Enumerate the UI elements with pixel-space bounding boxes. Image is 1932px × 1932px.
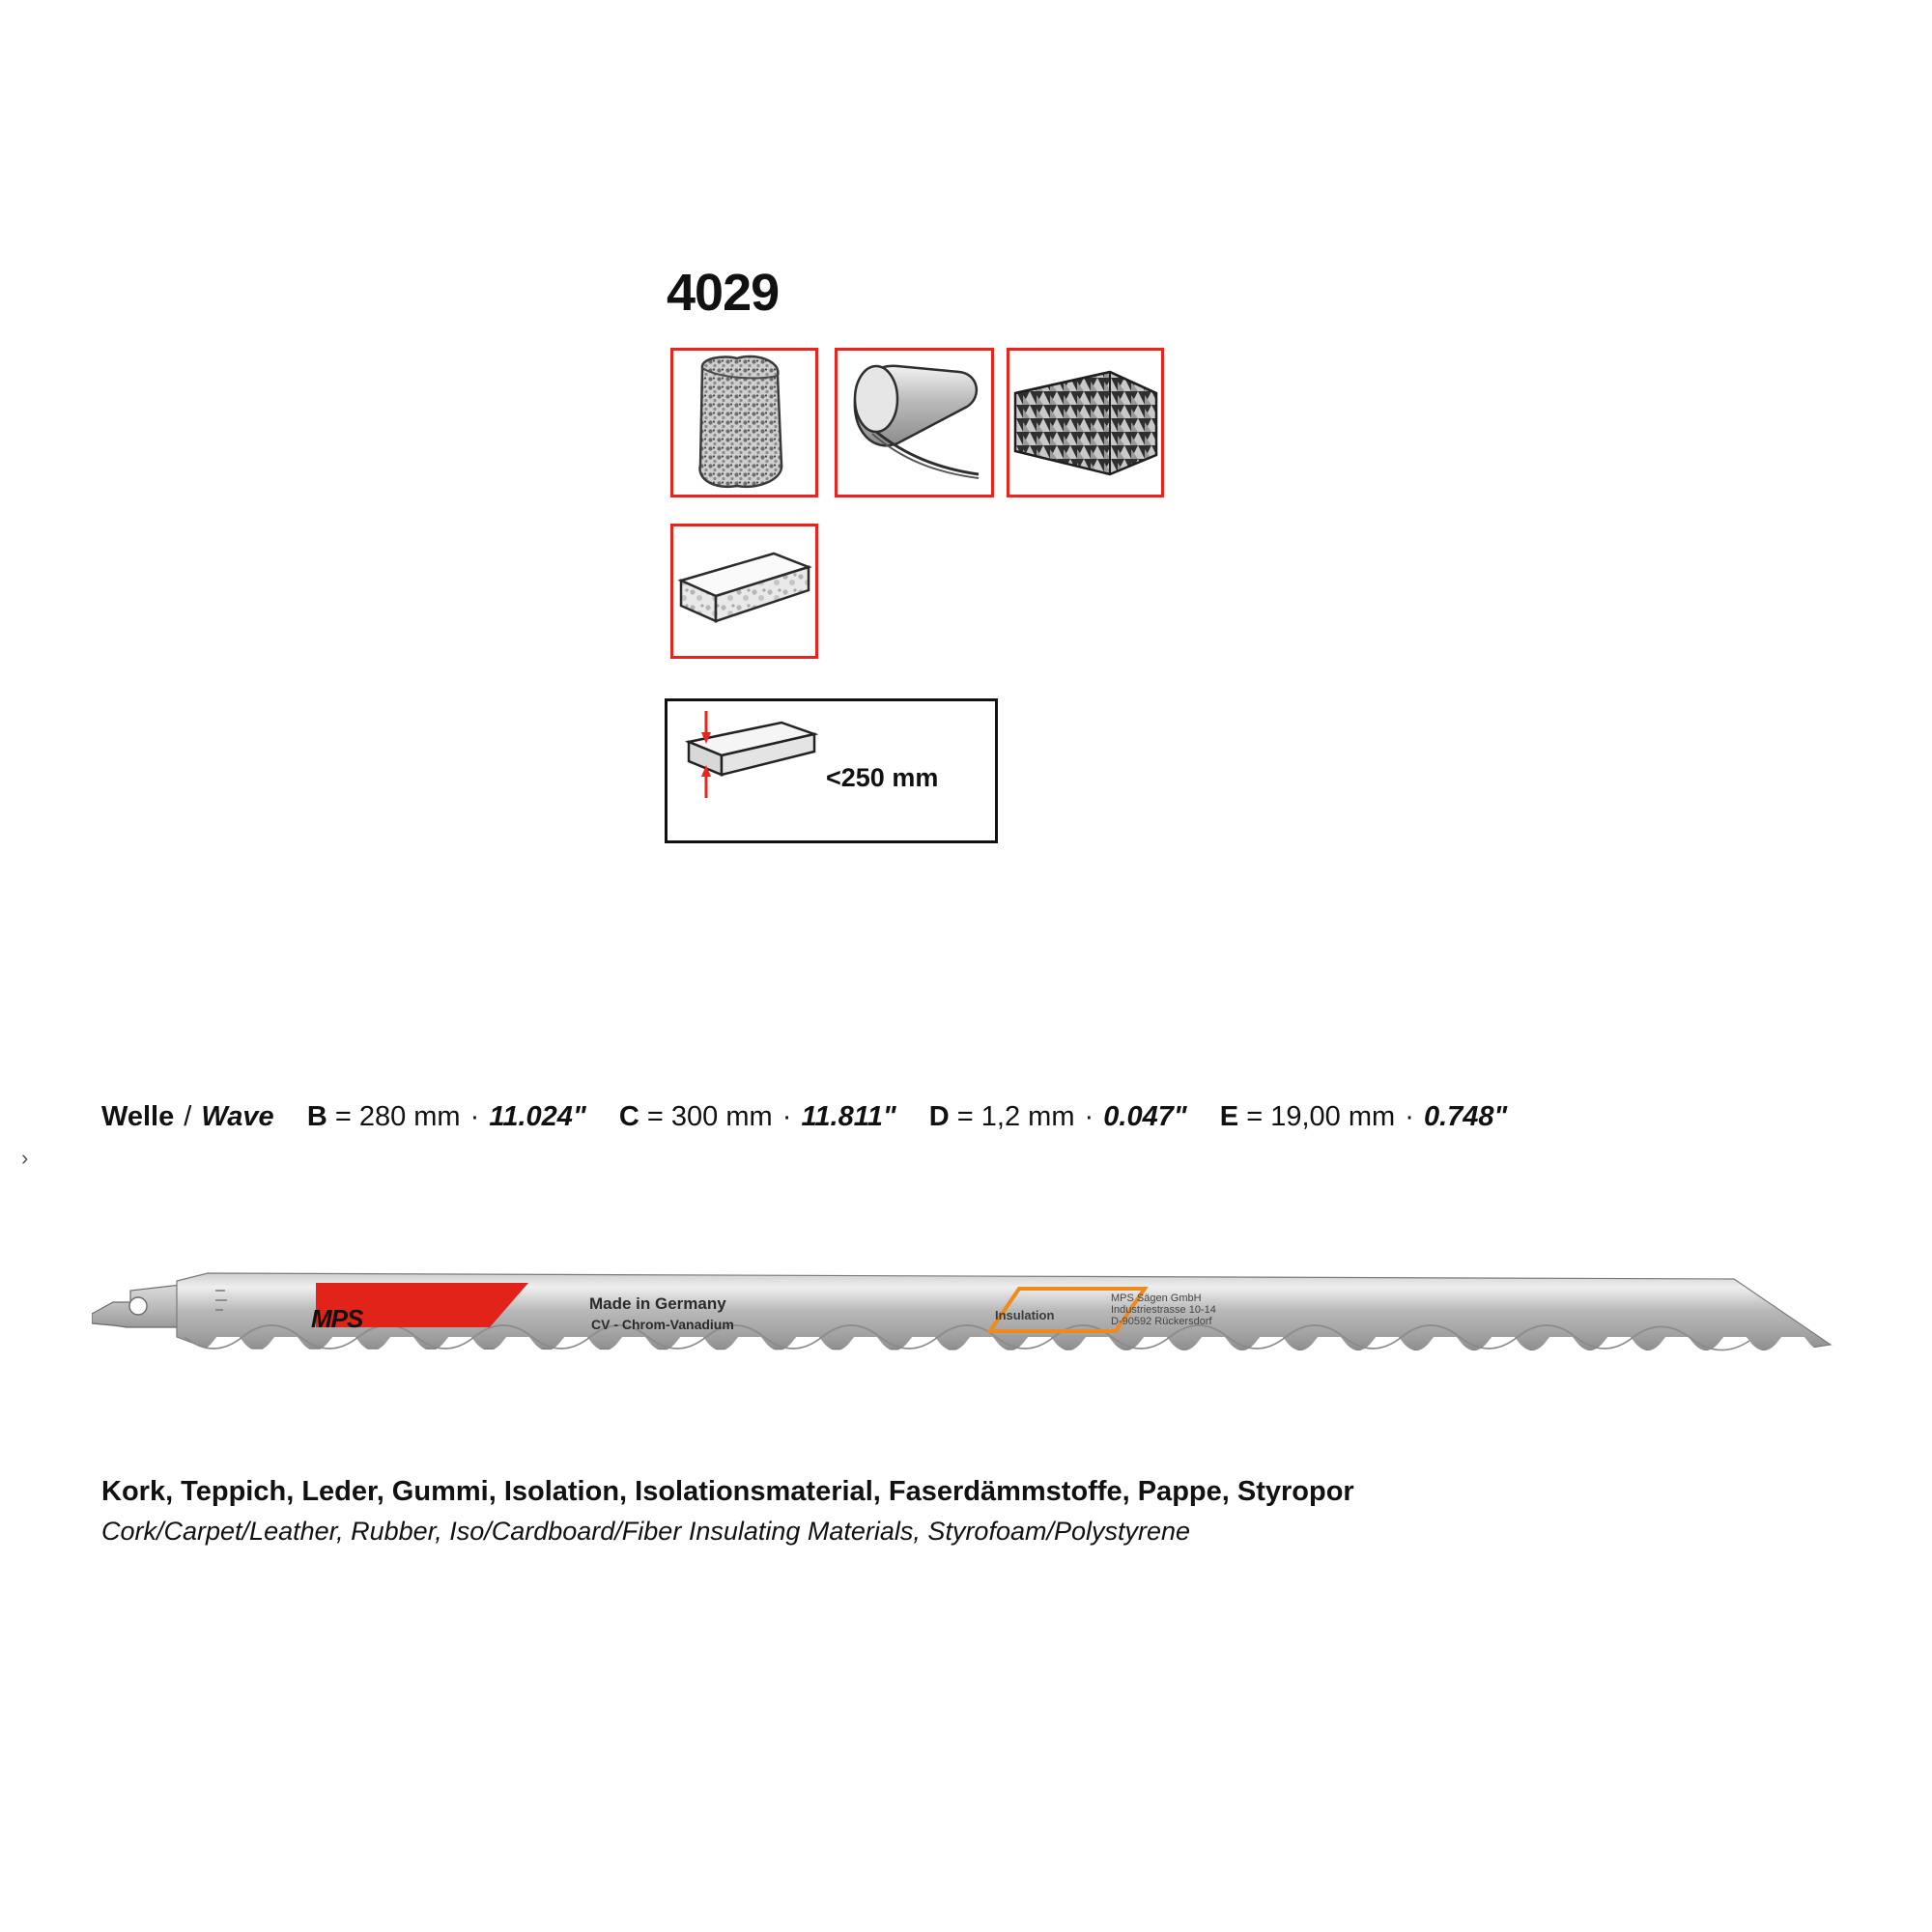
spec-imperial-e: 0.748" bbox=[1423, 1101, 1508, 1132]
spec-metric-b: = 280 mm bbox=[334, 1101, 461, 1132]
spec-dot-d: · bbox=[1084, 1101, 1094, 1132]
carpet-roll-icon bbox=[835, 348, 994, 497]
blade-made-in-text: Made in Germany bbox=[589, 1294, 726, 1313]
spec-separator: / bbox=[184, 1101, 192, 1132]
spec-metric-d: = 1,2 mm bbox=[956, 1101, 1075, 1132]
materials-english: Cork/Carpet/Leather, Rubber, Iso/Cardboard/Fiber Insulating Materials, Styrofoam/Polystyrene bbox=[101, 1517, 1191, 1546]
spec-metric-c: = 300 mm bbox=[646, 1101, 773, 1132]
spec-imperial-d: 0.047" bbox=[1103, 1101, 1187, 1132]
blade-stamp-line-3: D-90592 Rückersdorf bbox=[1111, 1316, 1212, 1327]
spec-dot-c: · bbox=[781, 1101, 792, 1132]
left-margin-marker: › bbox=[21, 1146, 29, 1170]
styrofoam-panel-icon bbox=[670, 524, 818, 659]
spec-dot-b: · bbox=[469, 1101, 480, 1132]
specification-line bbox=[101, 1101, 1507, 1133]
spec-metric-e: = 19,00 mm bbox=[1246, 1101, 1396, 1132]
cork-material-icon bbox=[670, 348, 818, 497]
insulation-mat-icon bbox=[1007, 348, 1164, 497]
spec-dot-e: · bbox=[1405, 1101, 1414, 1132]
spec-imperial-b: 11.024" bbox=[489, 1101, 586, 1132]
blade-brand-logo: MPS bbox=[311, 1304, 363, 1333]
max-thickness-label: <250 mm bbox=[826, 763, 939, 792]
spec-key-d: D bbox=[928, 1101, 950, 1132]
blade-application-stamp: Insulation bbox=[995, 1308, 1055, 1322]
blade-steel-text: CV - Chrom-Vanadium bbox=[591, 1317, 734, 1332]
product-code: 4029 bbox=[667, 264, 780, 322]
tooth-type-de: Welle bbox=[101, 1101, 175, 1132]
blade-stamp-line-2: Industriestrasse 10-14 bbox=[1111, 1304, 1216, 1316]
spec-key-b: B bbox=[306, 1101, 327, 1132]
blade-manufacturer-stamp bbox=[1111, 1293, 1216, 1327]
spec-key-e: E bbox=[1219, 1101, 1239, 1132]
spec-key-c: C bbox=[618, 1101, 639, 1132]
spec-imperial-c: 11.811" bbox=[801, 1101, 896, 1132]
tooth-type-en: Wave bbox=[201, 1101, 274, 1132]
blade-stamp-line-1: MPS Sägen GmbH bbox=[1111, 1293, 1202, 1304]
materials-german: Kork, Teppich, Leder, Gummi, Isolation, Isolationsmaterial, Faserdämmstoffe, Pappe, Styropor bbox=[101, 1476, 1354, 1507]
